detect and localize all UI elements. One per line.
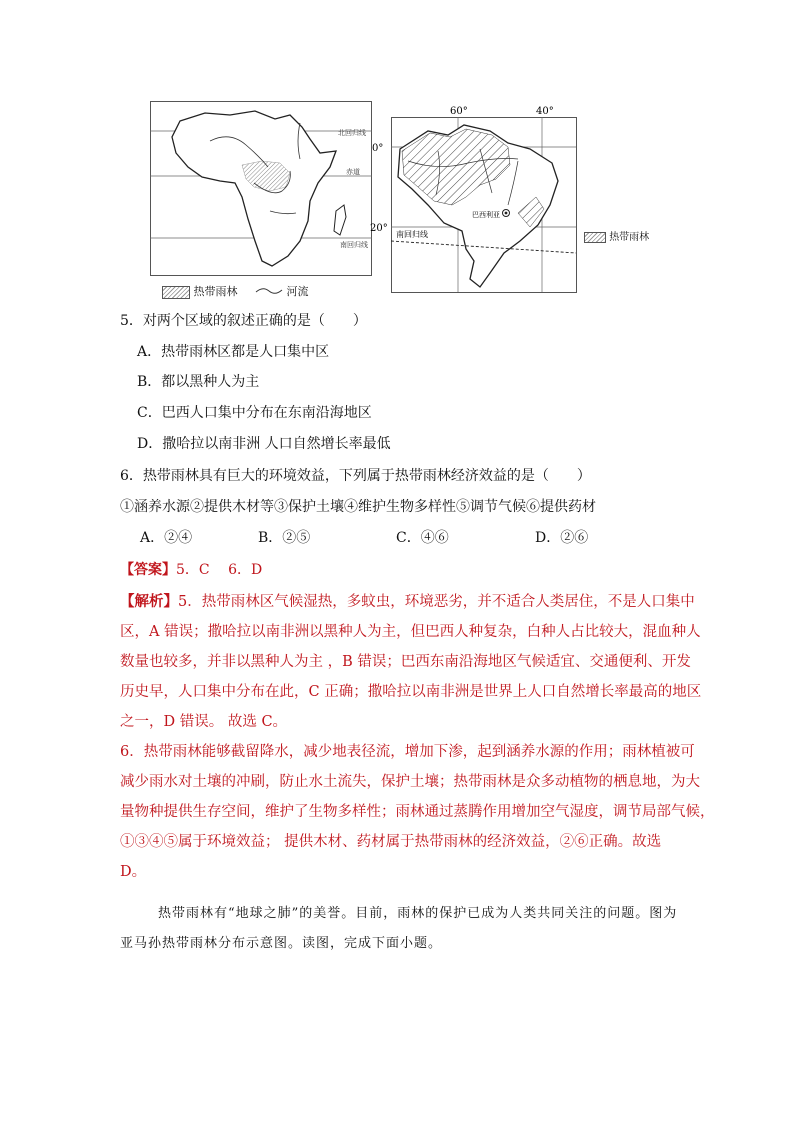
lon-60-label: 60° (450, 106, 468, 117)
answer-label: 【答案】 (120, 562, 176, 578)
analysis-p6-line-4: ①③④⑤属于环境效益； 提供木材、药材属于热带雨林的经济效益，②⑥正确。故选 (120, 834, 662, 850)
lat-20-label: 20° (370, 223, 388, 234)
brazil-map (368, 101, 580, 294)
legend-river-label: 河流 (286, 285, 309, 298)
brazil-rainforest-swatch (584, 232, 606, 243)
q5-option-b: B．都以黑种人为主 (137, 374, 260, 390)
africa-legend (162, 283, 309, 299)
lat-0-label: 0° (372, 143, 384, 154)
brazil-legend (584, 228, 649, 243)
answer-line (120, 560, 262, 580)
analysis-p6-line-3: 量物种提供生存空间，维护了生物多样性；雨林通过蒸腾作用增加空气湿度，调节局部气候， (120, 804, 715, 820)
analysis-p6-line-2: 减少雨水对土壤的冲刷，防止水土流失，保护土壤；热带雨林是众多动植物的栖息地，为大 (120, 774, 700, 790)
lon-40-label: 40° (536, 106, 554, 117)
q6-option-c: C．④⑥ (396, 530, 449, 546)
analysis-block (120, 587, 715, 887)
analysis-label: 【解析】 (120, 593, 178, 610)
analysis-p5-line-4: 历史早，人口集中分布在此，C 正确；撒哈拉以南非洲是世界上人口自然增长率最高的地区 (120, 684, 702, 700)
brazil-map-figure (368, 101, 580, 294)
brazil-legend-rainforest-label: 热带雨林 (609, 232, 650, 243)
q6-stem: 6．热带雨林具有巨大的环境效益，下列属于热带雨林经济效益的是（ ） (120, 468, 591, 484)
river-swatch-icon (255, 286, 283, 299)
analysis-p5-line-3: 数量也较多，并非以黑种人为主 ，B 错误；巴西东南沿海地区气候适宜、交通便利、开发 (120, 654, 691, 670)
q6-option-b: B．②⑤ (258, 530, 311, 546)
analysis-p6-line-1: 6．热带雨林能够截留降水，减少地表径流，增加下渗，起到涵养水源的作用；雨林植被可 (120, 744, 695, 760)
tropic-n-label: 北回归线 (338, 129, 366, 137)
q6-items: ①涵养水源②提供木材等③保护土壤④维护生物多样性⑤调节气候⑥提供药材 (120, 499, 596, 515)
brazil-tropic-s-label: 南回归线 (396, 230, 428, 239)
equator-label: 赤道 (346, 168, 360, 176)
q6-option-d: D．②⑥ (535, 530, 589, 546)
q5-option-d: D．撒哈拉以南非洲 人口自然增长率最低 (137, 436, 391, 452)
africa-map (150, 101, 372, 276)
passage-line-1: 热带雨林有“地球之肺”的美誉。目前，雨林的保护已成为人类共同关注的问题。图为 (158, 906, 678, 921)
analysis-p5-line-2: 区，A 错误；撒哈拉以南非洲以黑种人为主，但巴西人种复杂，白种人占比较大，混血种人 (120, 624, 701, 640)
analysis-p6-line-5: D。 (120, 864, 147, 880)
q5-stem: 5．对两个区域的叙述正确的是（ ） (120, 313, 367, 329)
capital-label: 巴西利亚 (472, 211, 500, 219)
passage (120, 899, 678, 959)
rainforest-swatch (162, 286, 190, 299)
africa-map-figure (150, 101, 372, 276)
q5-option-c: C．巴西人口集中分布在东南沿海地区 (137, 405, 372, 421)
passage-line-2: 亚马孙热带雨林分布示意图。读图，完成下面小题。 (120, 936, 443, 951)
analysis-p5-line-5: 之一，D 错误。 故选 C。 (120, 714, 288, 730)
tropic-s-label: 南回归线 (340, 241, 368, 249)
answer-text: 5．C 6．D (176, 562, 263, 578)
q5-option-a: A．热带雨林区都是人口集中区 (137, 344, 330, 360)
legend-rainforest-label: 热带雨林 (193, 285, 238, 298)
q6-option-a: A．②④ (140, 530, 193, 546)
analysis-p5-line-1: 【解析】5．热带雨林区气候湿热，多蚊虫，环境恶劣，并不适合人类居住，不是人口集中 (120, 593, 695, 610)
